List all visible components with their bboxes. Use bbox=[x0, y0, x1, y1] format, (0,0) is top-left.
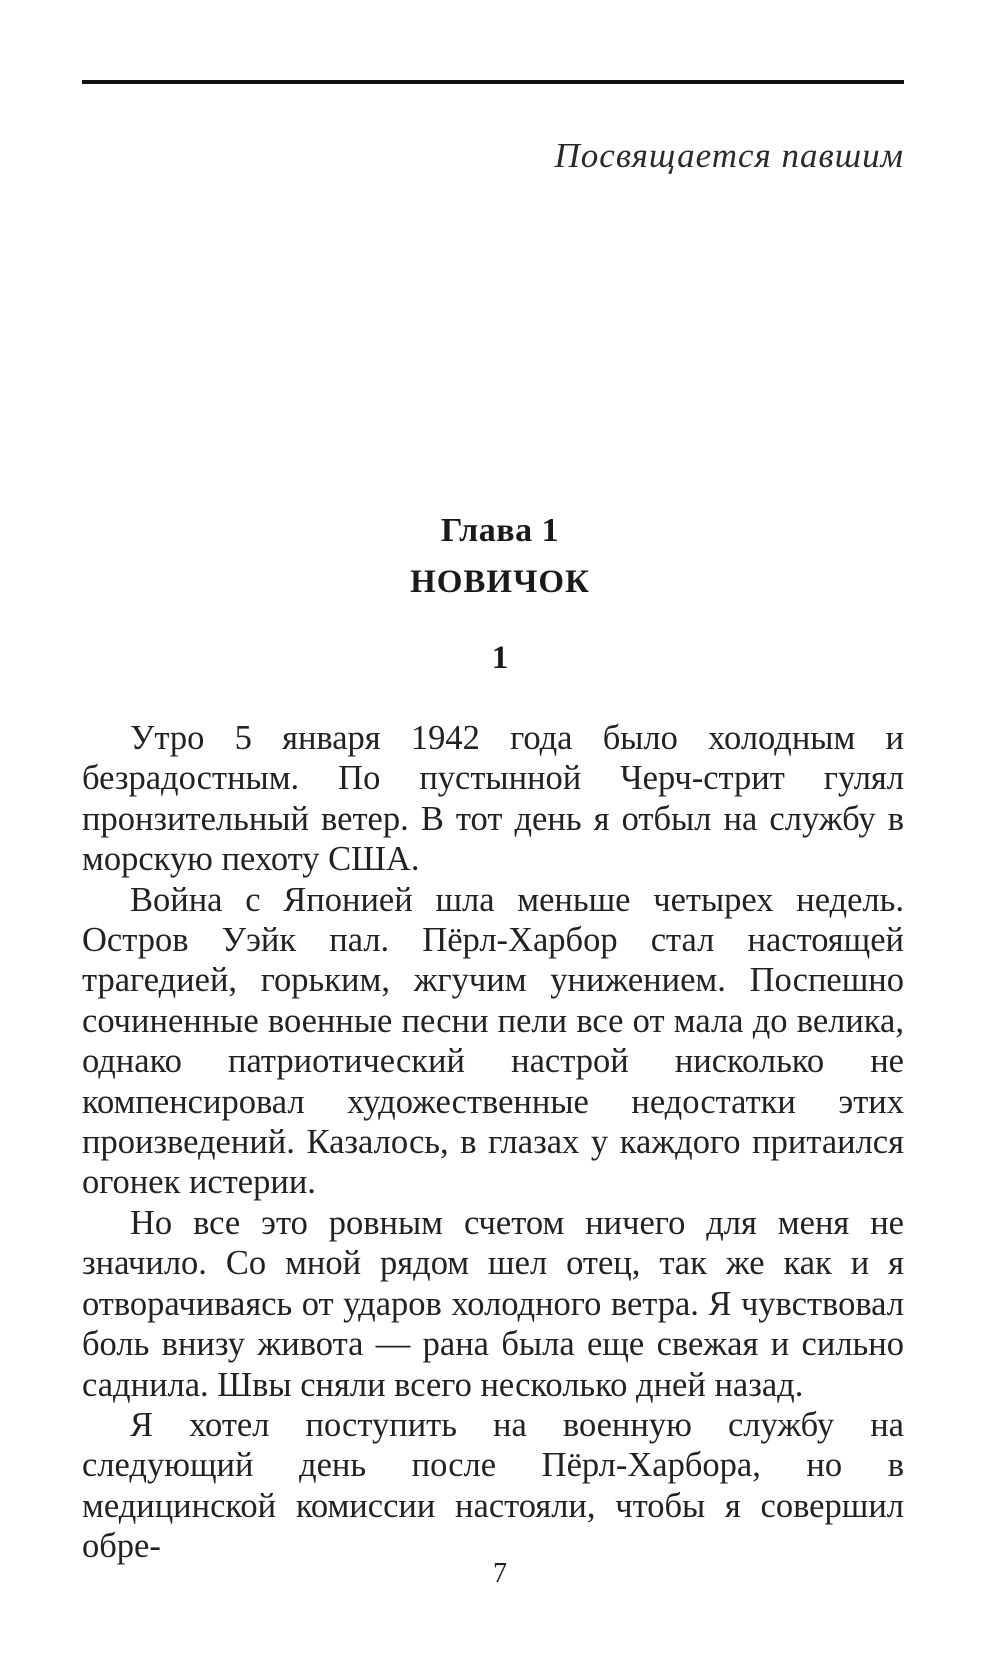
section-number: 1 bbox=[491, 640, 509, 676]
paragraph: Но все это ровным счетом ничего для меня не значило. Со мной рядом шел отец, так же как и я отворачиваясь от ударов холодного ветра. Я чувствовал боль внизу живота — рана была еще свежая и сильно саднила. Швы сняли всего несколько дней назад. bbox=[82, 1203, 904, 1404]
chapter-label: Глава 1 bbox=[440, 512, 560, 549]
top-rule bbox=[82, 80, 904, 84]
chapter-title: НОВИЧОК bbox=[410, 564, 590, 600]
body-text bbox=[82, 718, 904, 1567]
epigraph: Посвящается павшим bbox=[554, 136, 904, 175]
paragraph: Война с Японией шла меньше четырех недель. Остров Уэйк пал. Пёрл-Харбор стал настоящей трагедией, горьким, жгучим унижением. Поспешно сочиненные военные песни пели все от мала до велика, однако патриотический настрой нисколько не компенсировал художественные недостатки этих произведений. Казалось, в глазах у каждого притаился огонек истерии. bbox=[82, 880, 904, 1202]
page-number: 7 bbox=[493, 1558, 507, 1589]
paragraph: Я хотел поступить на военную службу на следующий день после Пёрл-Харбора, но в медицинской комиссии настояли, чтобы я совершил обре- bbox=[82, 1405, 904, 1566]
paragraph: Утро 5 января 1942 года было холодным и безрадостным. По пустынной Черч-стрит гулял пронзительный ветер. В тот день я отбыл на службу в морскую пехоту США. bbox=[82, 719, 904, 879]
